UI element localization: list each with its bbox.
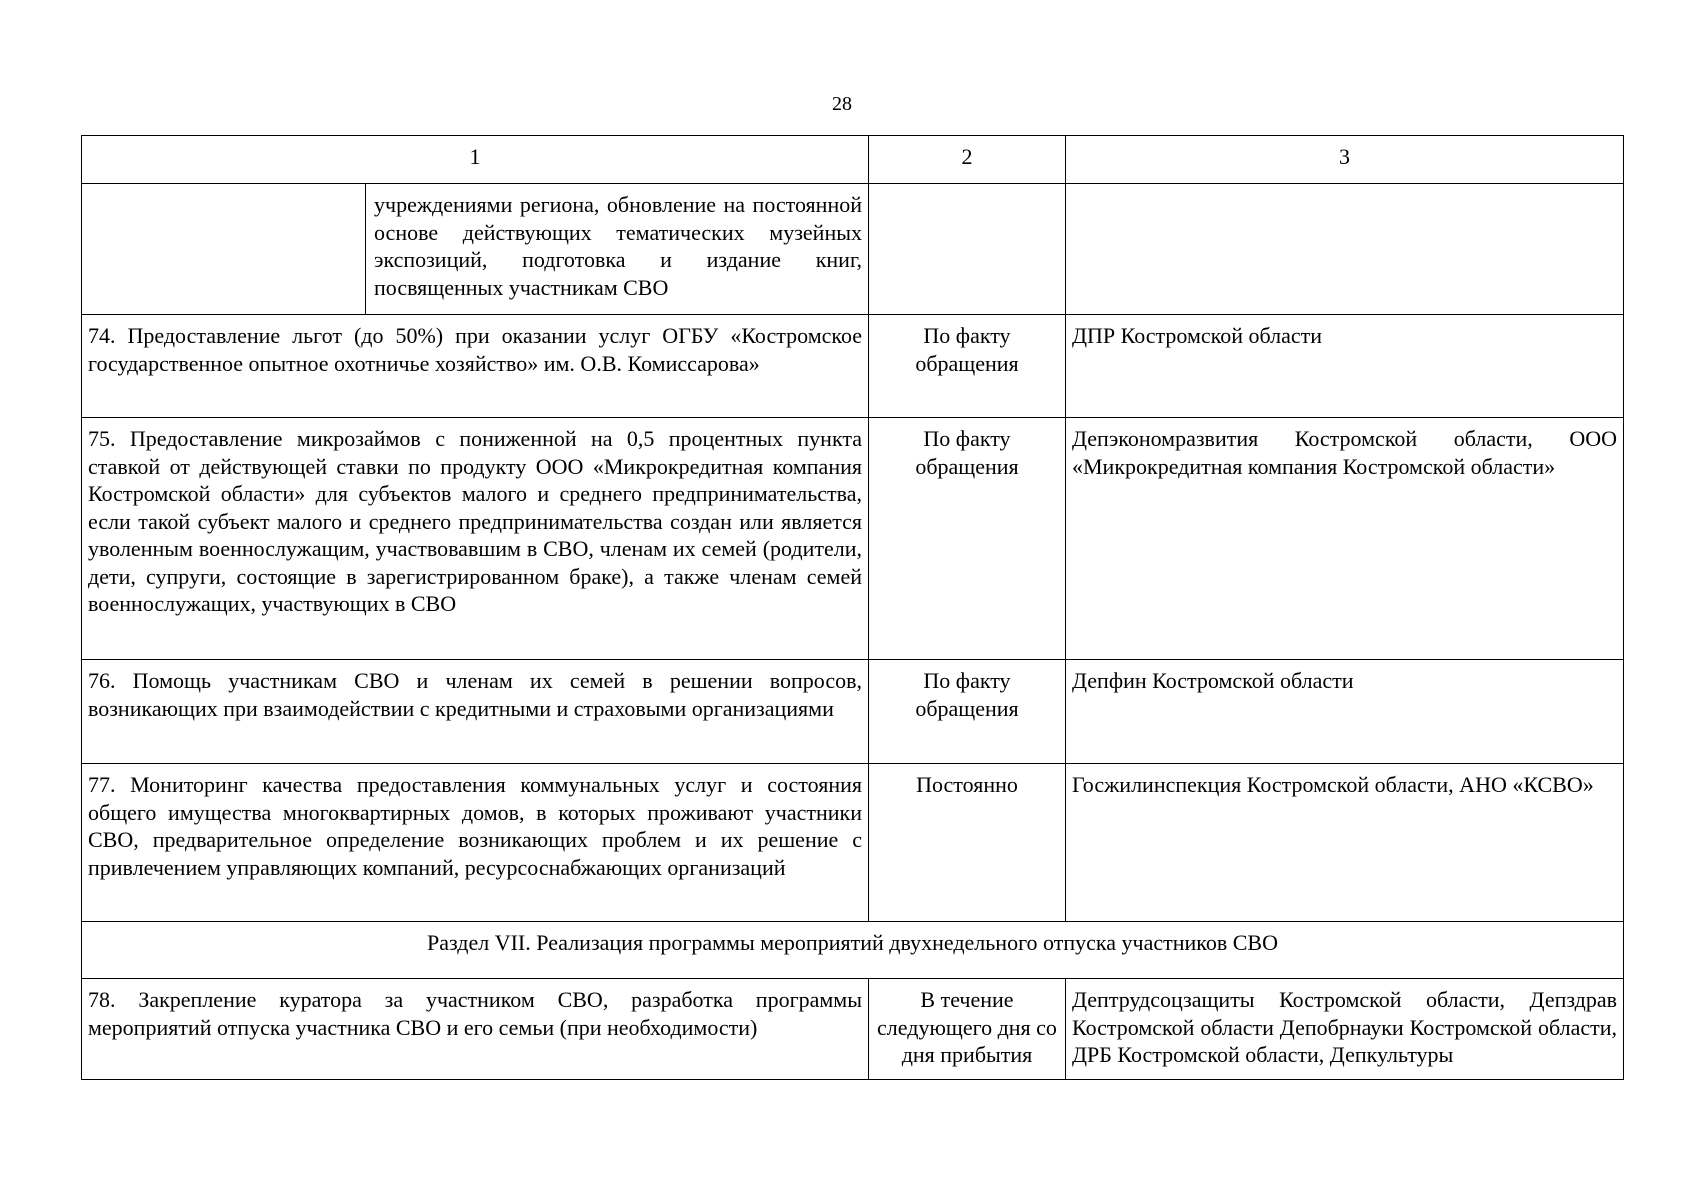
table-row — [82, 764, 1624, 922]
table-row — [82, 418, 1624, 660]
responsible-78: Дептрудсоцзащиты Костромской области, Депздрав Костромской области Депобрнауки Костромской области, ДРБ Костромской области, Депкультуры — [1066, 979, 1624, 1080]
responsible-75: Депэкономразвития Костромской области, ООО «Микрокредитная компания Костромской области» — [1066, 418, 1624, 660]
table-row — [82, 979, 1624, 1080]
table-row — [82, 315, 1624, 418]
header-col-3: 3 — [1066, 136, 1624, 184]
measure-78: 78. Закрепление куратора за участником СВО, разработка программы мероприятий отпуска участника СВО и его семьи (при необходимости) — [82, 979, 869, 1080]
table-row — [82, 660, 1624, 764]
responsible-74: ДПР Костромской области — [1066, 315, 1624, 418]
measure-76: 76. Помощь участникам СВО и членам их семей в решении вопросов, возникающих при взаимодействии с кредитными и страховыми организациями — [82, 660, 869, 764]
term-74: По факту обращения — [869, 315, 1066, 418]
page-number: 28 — [832, 93, 852, 115]
continuation-responsible-cell — [1066, 184, 1624, 315]
table-header-row — [82, 136, 1624, 184]
measure-74: 74. Предоставление льгот (до 50%) при оказании услуг ОГБУ «Костромское государственное опытное охотничье хозяйство» им. О.В. Комиссарова» — [82, 315, 869, 418]
measures-table — [81, 135, 1624, 1080]
term-78: В течение следующего дня со дня прибытия — [869, 979, 1066, 1080]
measure-77: 77. Мониторинг качества предоставления коммунальных услуг и состояния общего имущества многоквартирных домов, в которых проживают участники СВО, предварительное определение возникающих проблем и их решение с привлечением управляющих компаний, ресурсоснабжающих организаций — [82, 764, 869, 922]
measure-75: 75. Предоставление микрозаймов с пониженной на 0,5 процентных пункта ставкой от действующей ставки по продукту ООО «Микрокредитная компания Костромской области» для субъектов малого и среднего предпринимательства, если такой субъект малого и среднего предпринимательства создан или является уволенным военнослужащим, участвовавшим в СВО, членам их семей (родители, дети, супруги, состоящие в зарегистрированном браке), а также членам семей военнослужащих, участвующих в СВО — [82, 418, 869, 660]
term-75: По факту обращения — [869, 418, 1066, 660]
section-row — [82, 922, 1624, 979]
header-col-1: 1 — [82, 136, 869, 184]
term-76: По факту обращения — [869, 660, 1066, 764]
section-title: Раздел VII. Реализация программы мероприятий двухнедельного отпуска участников СВО — [82, 922, 1624, 979]
continuation-term-cell — [869, 184, 1066, 315]
continuation-blank-cell — [82, 184, 366, 315]
continuation-row — [82, 184, 1624, 315]
term-77: Постоянно — [869, 764, 1066, 922]
continuation-text: учреждениями региона, обновление на постоянной основе действующих тематических музейных экспозиций, подготовка и издание книг, посвященных участникам СВО — [366, 184, 869, 315]
responsible-76: Депфин Костромской области — [1066, 660, 1624, 764]
header-col-2: 2 — [869, 136, 1066, 184]
responsible-77: Госжилинспекция Костромской области, АНО «КСВО» — [1066, 764, 1624, 922]
